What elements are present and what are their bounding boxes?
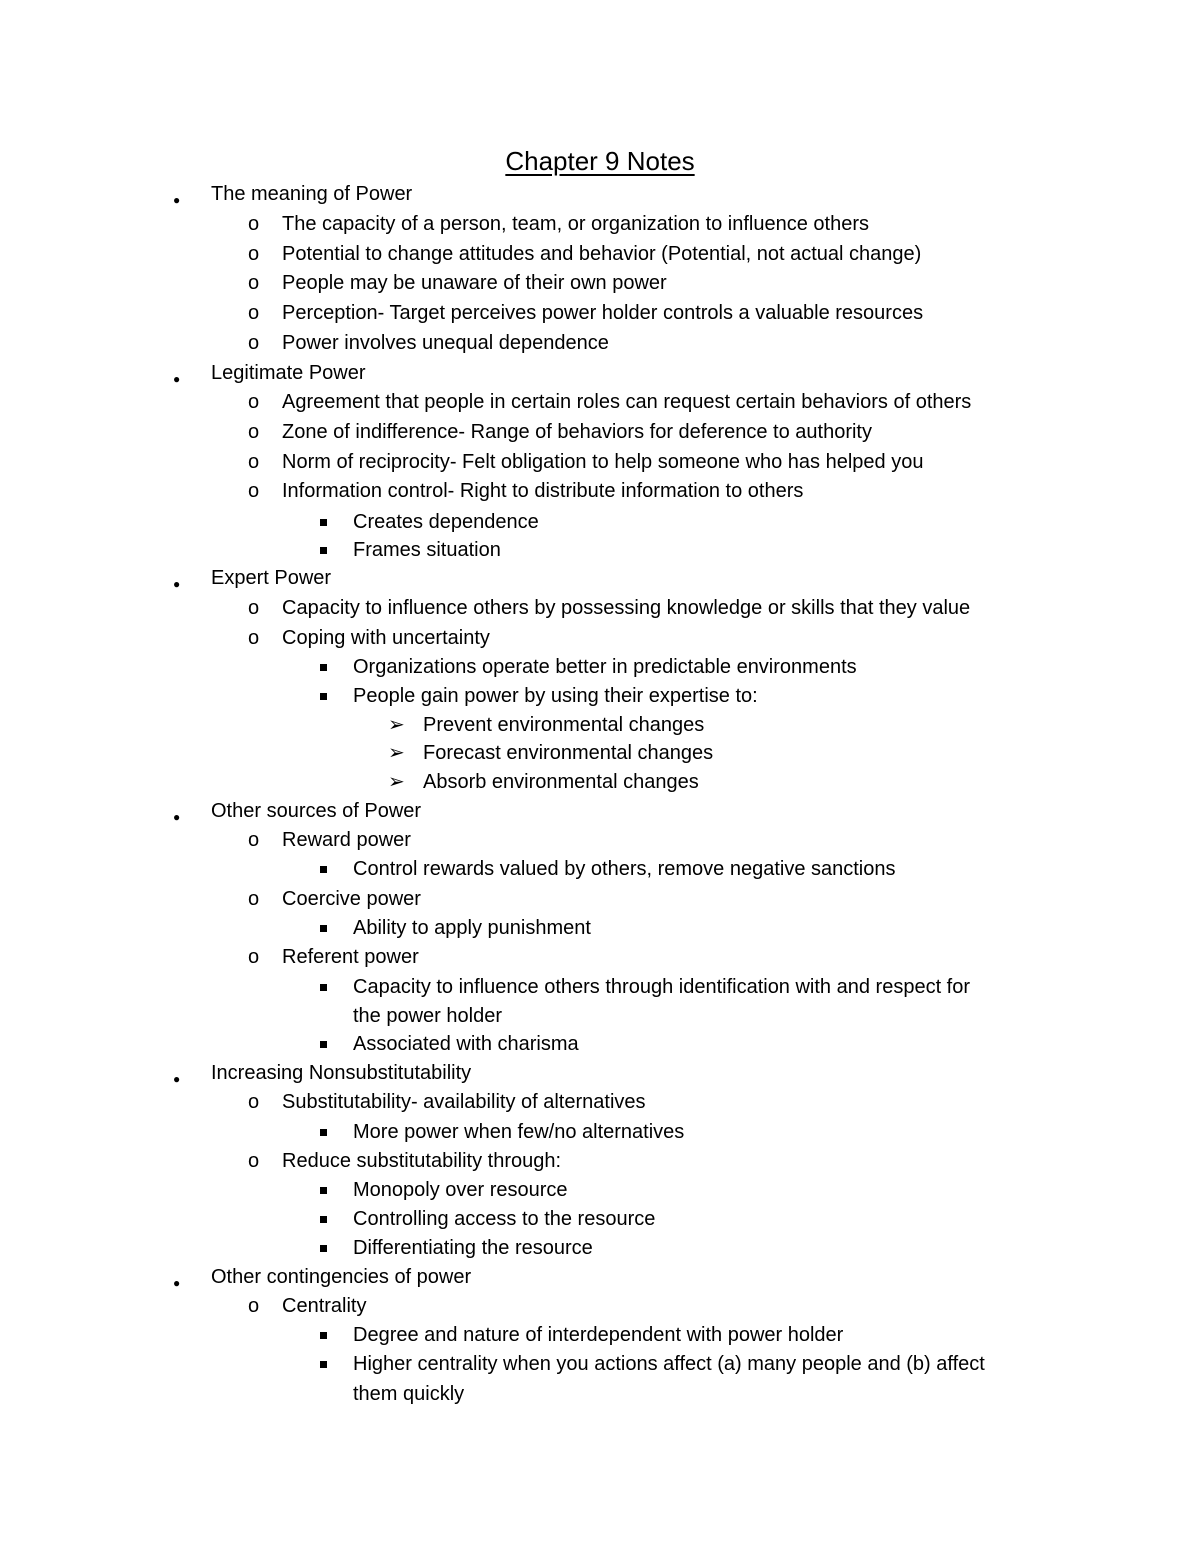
list-item-level-2 <box>248 450 924 474</box>
list-item-level-2 <box>248 1090 646 1114</box>
list-item-text: Power involves unequal dependence <box>282 332 609 354</box>
list-item-text: Other sources of Power <box>211 800 422 822</box>
list-item-text: Potential to change attitudes and behavior (Potential, not actual change) <box>282 243 922 265</box>
list-item-level-3 <box>353 1178 568 1202</box>
bullet-square-icon <box>320 519 327 526</box>
list-item-level-3 <box>353 1032 579 1056</box>
list-item-continuation <box>353 1382 464 1406</box>
list-item-text: Prevent environmental changes <box>423 714 705 736</box>
bullet-square-icon <box>320 1041 327 1048</box>
bullet-square-icon <box>320 1187 327 1194</box>
list-item-level-2 <box>248 271 667 295</box>
bullet-arrow-icon: ➢ <box>388 771 405 793</box>
list-item-text: the power holder <box>353 1005 502 1027</box>
list-item-text: them quickly <box>353 1383 465 1405</box>
list-item-text: Controlling access to the resource <box>353 1208 656 1230</box>
bullet-circle-icon: o <box>248 1150 260 1172</box>
list-item-level-3 <box>353 1120 684 1144</box>
list-item-text: Reward power <box>282 829 411 851</box>
document-title: Chapter 9 Notes <box>505 146 695 176</box>
list-item-text: Coercive power <box>282 888 421 910</box>
list-item-text: Creates dependence <box>353 511 539 533</box>
list-item-text: Reduce substitutability through: <box>282 1150 562 1172</box>
list-item-text: Capacity to influence others through identification with and respect for <box>353 976 971 998</box>
list-item-text: More power when few/no alternatives <box>353 1121 685 1143</box>
list-item-text: Centrality <box>282 1295 367 1317</box>
list-item-level-3 <box>353 975 970 999</box>
list-item-text: Forecast environmental changes <box>423 742 714 764</box>
list-item-text: People gain power by using their expertise to: <box>353 685 758 707</box>
bullet-circle-icon: o <box>248 272 260 294</box>
list-item-text: Absorb environmental changes <box>423 771 699 793</box>
list-item-text: The capacity of a person, team, or organization to influence others <box>282 213 870 235</box>
list-item-level-2 <box>248 212 870 236</box>
list-item-level-4 <box>388 713 705 737</box>
list-item-level-3 <box>353 1236 593 1260</box>
list-item-continuation <box>353 1004 502 1028</box>
list-item-level-2 <box>248 242 922 266</box>
list-item-text: Differentiating the resource <box>353 1237 593 1259</box>
list-item-level-3 <box>353 1352 985 1376</box>
bullet-circle-icon: o <box>248 302 260 324</box>
list-item-level-3 <box>353 655 857 679</box>
bullet-dot-icon: ● <box>173 1072 181 1086</box>
bullet-square-icon <box>320 664 327 671</box>
bullet-square-icon <box>320 866 327 873</box>
list-item-level-2 <box>248 828 411 852</box>
list-item-text: Perception- Target perceives power holder controls a valuable resources <box>282 302 924 324</box>
bullet-dot-icon: ● <box>173 193 181 207</box>
list-item-text: Degree and nature of interdependent with power holder <box>353 1324 844 1346</box>
list-item-text: Zone of indifference- Range of behaviors for deference to authority <box>282 421 872 443</box>
bullet-arrow-icon: ➢ <box>388 742 405 764</box>
bullet-circle-icon: o <box>248 391 260 413</box>
list-item-level-3 <box>353 510 539 534</box>
list-item-text: People may be unaware of their own power <box>282 272 667 294</box>
bullet-square-icon <box>320 925 327 932</box>
bullet-square-icon <box>320 1361 327 1368</box>
bullet-circle-icon: o <box>248 421 260 443</box>
bullet-square-icon <box>320 1129 327 1136</box>
bullet-dot-icon: ● <box>173 372 181 386</box>
bullet-square-icon <box>320 1332 327 1339</box>
list-item-text: Monopoly over resource <box>353 1179 568 1201</box>
bullet-circle-icon: o <box>248 597 260 619</box>
list-item-text: Information control- Right to distribute information to others <box>282 480 804 502</box>
bullet-dot-icon: ● <box>173 577 181 591</box>
list-item-level-2 <box>248 420 872 444</box>
list-item-text: Control rewards valued by others, remove negative sanctions <box>353 858 896 880</box>
list-item-text: Expert Power <box>211 567 332 589</box>
list-item-text: Higher centrality when you actions affect (a) many people and (b) affect <box>353 1353 985 1375</box>
bullet-dot-icon: ● <box>173 1276 181 1290</box>
list-item-level-4 <box>388 741 714 765</box>
list-item-text: Legitimate Power <box>211 362 366 384</box>
list-item-level-1 <box>173 1265 472 1290</box>
bullet-circle-icon: o <box>248 627 260 649</box>
list-item-level-3 <box>353 916 591 940</box>
list-item-level-1 <box>173 361 366 386</box>
bullet-square-icon <box>320 1245 327 1252</box>
bullet-circle-icon: o <box>248 829 260 851</box>
list-item-level-3 <box>353 857 896 881</box>
list-item-level-2 <box>248 331 609 355</box>
list-item-level-1 <box>173 799 422 824</box>
list-item-text: Increasing Nonsubstitutability <box>211 1062 472 1084</box>
bullet-circle-icon: o <box>248 332 260 354</box>
list-item-level-2 <box>248 1294 367 1318</box>
list-item-level-3 <box>353 1207 655 1231</box>
list-item-text: Agreement that people in certain roles can request certain behaviors of others <box>282 391 972 413</box>
list-item-text: Ability to apply punishment <box>353 917 591 939</box>
list-item-text: Frames situation <box>353 539 501 561</box>
bullet-circle-icon: o <box>248 1091 260 1113</box>
list-item-level-2 <box>248 596 971 620</box>
bullet-square-icon <box>320 1216 327 1223</box>
list-item-level-3 <box>353 1323 843 1347</box>
list-item-level-1 <box>173 1061 472 1086</box>
list-item-level-2 <box>248 479 804 503</box>
list-item-level-3 <box>353 684 758 708</box>
list-item-level-1 <box>173 182 413 207</box>
bullet-circle-icon: o <box>248 1295 260 1317</box>
list-item-text: Referent power <box>282 946 419 968</box>
bullet-circle-icon: o <box>248 243 260 265</box>
list-item-text: Other contingencies of power <box>211 1266 472 1288</box>
list-item-text: Organizations operate better in predictable environments <box>353 656 857 678</box>
bullet-dot-icon: ● <box>173 810 181 824</box>
list-item-text: The meaning of Power <box>211 183 413 205</box>
bullet-circle-icon: o <box>248 946 260 968</box>
bullet-square-icon <box>320 984 327 991</box>
bullet-circle-icon: o <box>248 480 260 502</box>
bullet-square-icon <box>320 693 327 700</box>
list-item-level-2 <box>248 301 924 325</box>
list-item-level-3 <box>353 538 501 562</box>
list-item-text: Substitutability- availability of alternatives <box>282 1091 646 1113</box>
list-item-level-2 <box>248 945 419 969</box>
bullet-arrow-icon: ➢ <box>388 714 405 736</box>
list-item-level-2 <box>248 1149 562 1173</box>
list-item-text: Norm of reciprocity- Felt obligation to help someone who has helped you <box>282 451 924 473</box>
list-item-text: Coping with uncertainty <box>282 627 490 649</box>
bullet-circle-icon: o <box>248 888 260 910</box>
list-item-level-2 <box>248 887 421 911</box>
list-item-level-2 <box>248 390 972 414</box>
list-item-text: Associated with charisma <box>353 1033 579 1055</box>
list-item-level-1 <box>173 566 332 591</box>
bullet-square-icon <box>320 547 327 554</box>
list-item-level-4 <box>388 770 699 794</box>
bullet-circle-icon: o <box>248 451 260 473</box>
bullet-circle-icon: o <box>248 213 260 235</box>
list-item-level-2 <box>248 626 490 650</box>
list-item-text: Capacity to influence others by possessing knowledge or skills that they value <box>282 597 971 619</box>
